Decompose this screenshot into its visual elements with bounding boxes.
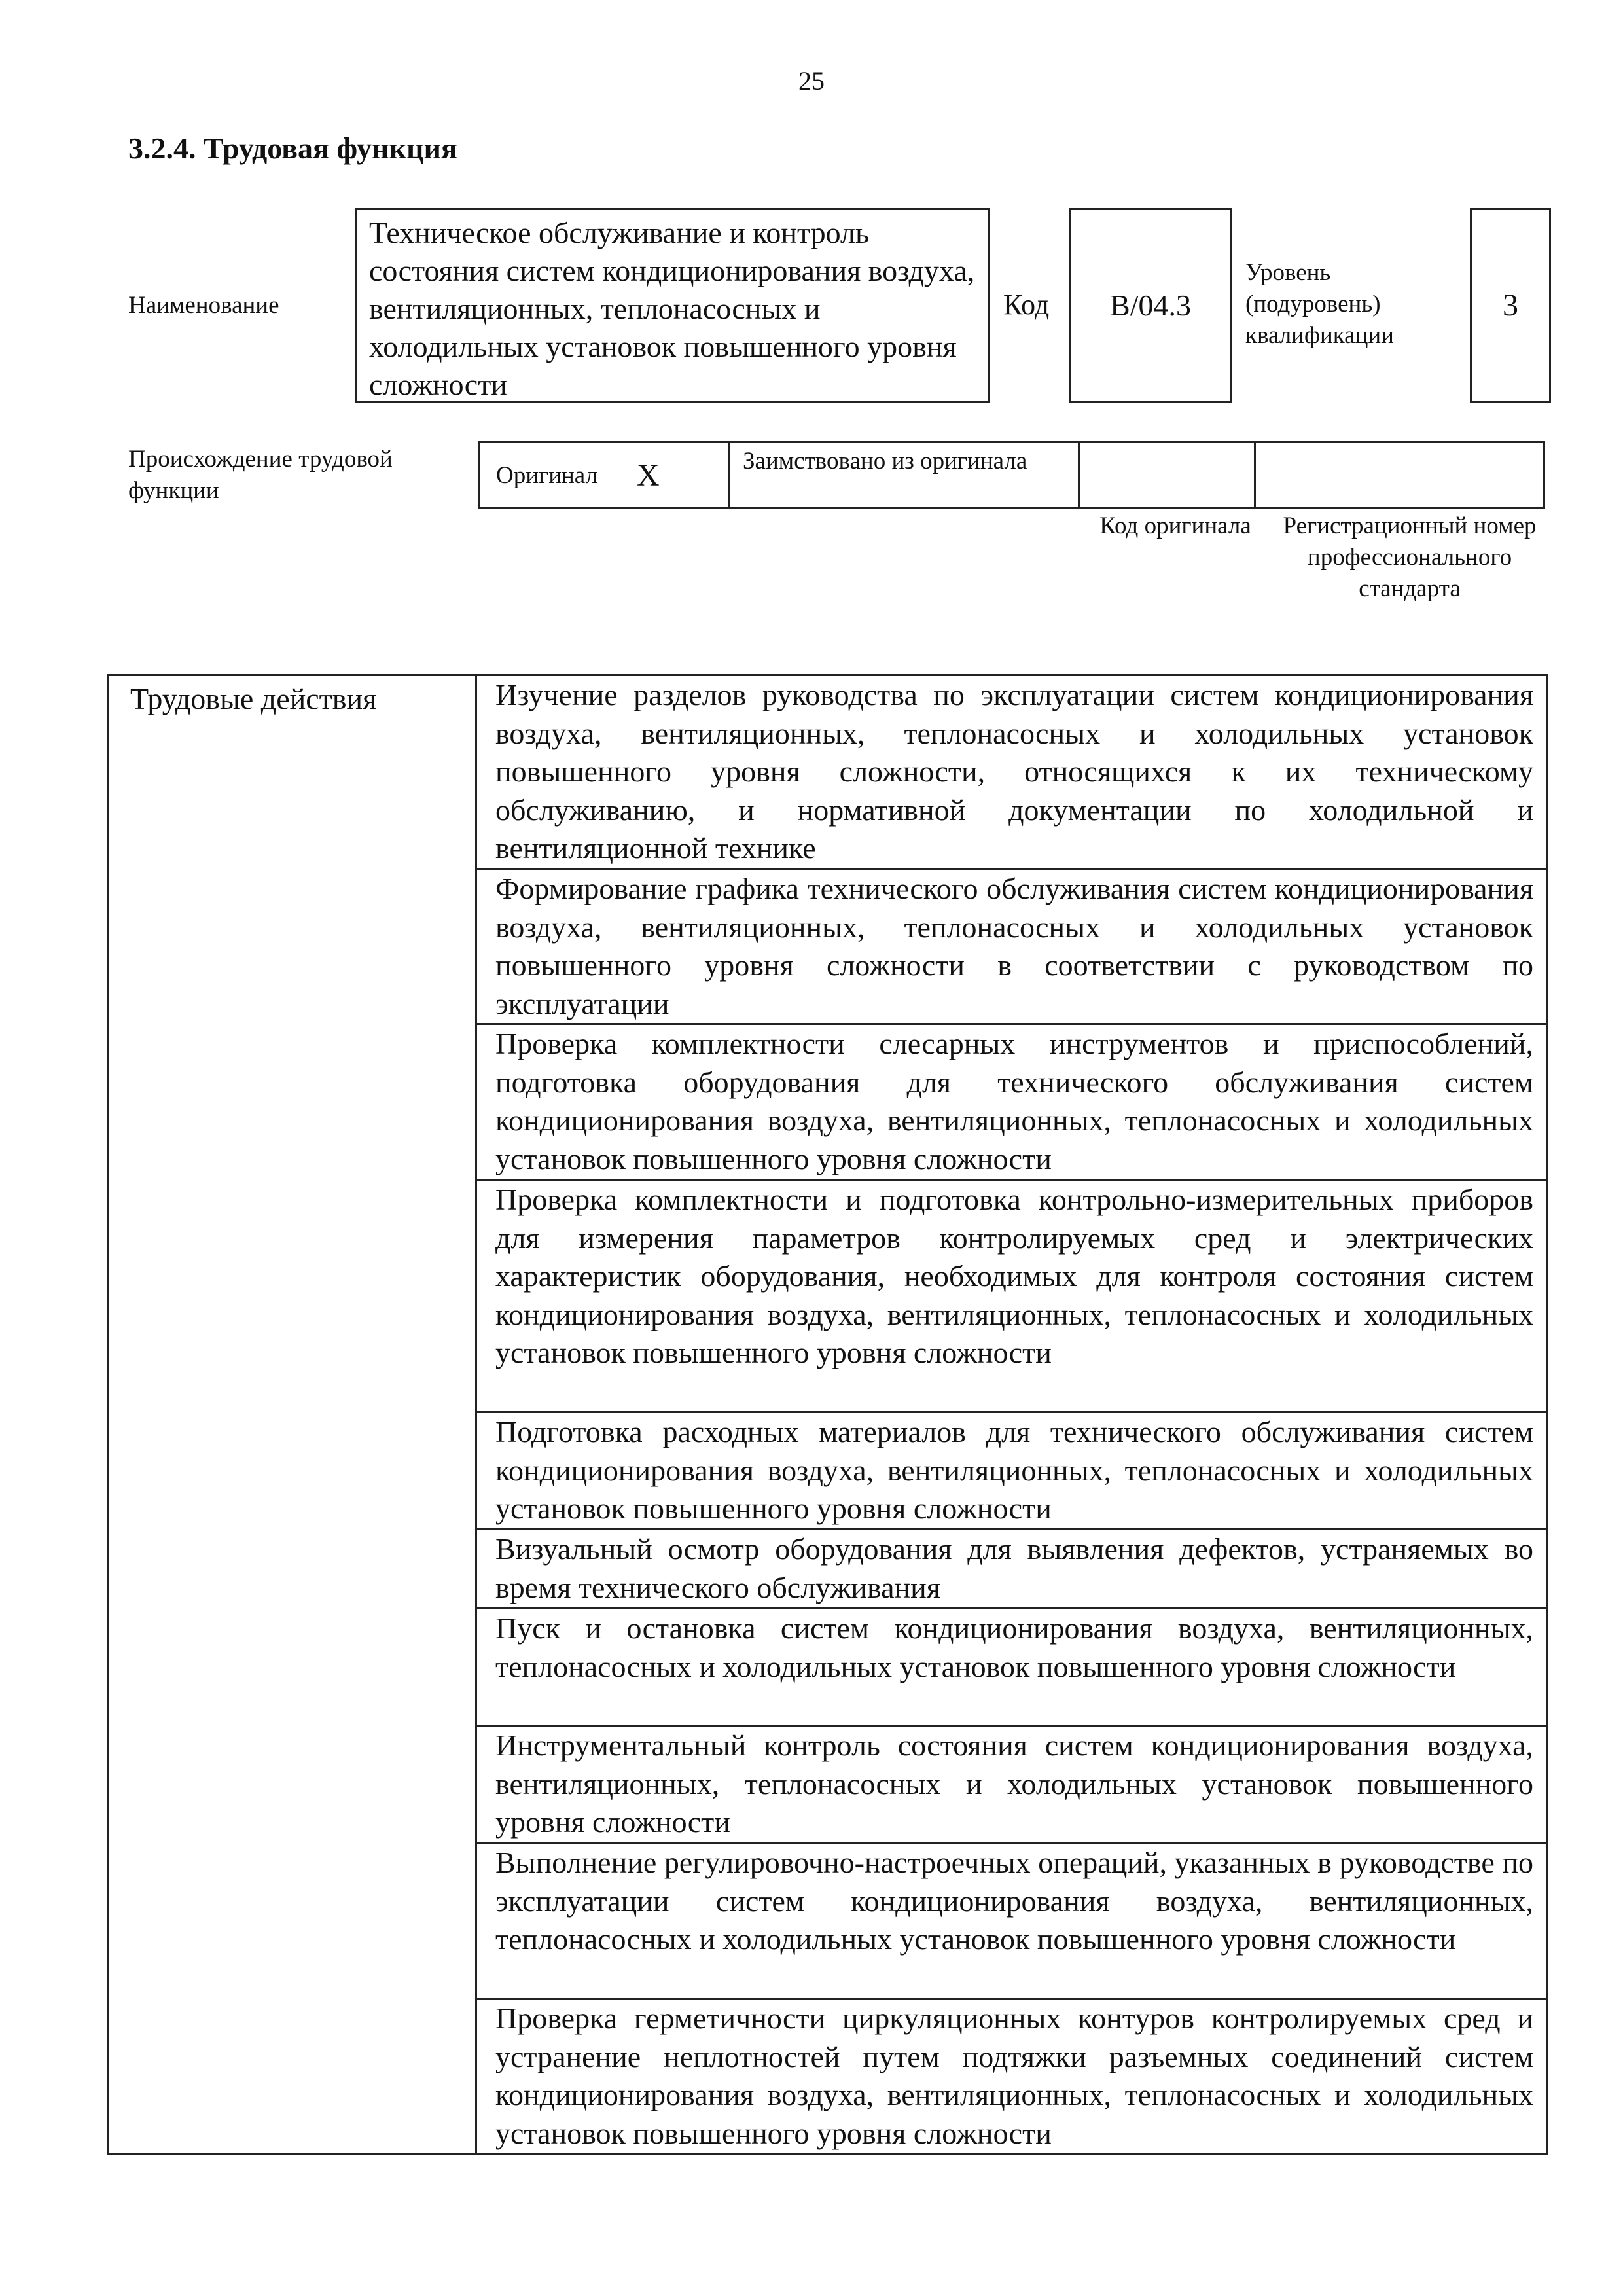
labor-actions-table bbox=[107, 674, 1548, 2155]
origin-code-cell bbox=[1078, 441, 1256, 509]
name-label: Наименование bbox=[128, 292, 279, 319]
origin-borrowed-cell: Заимствовано из оригинала bbox=[728, 441, 1080, 509]
labor-action-item: Выполнение регулировочно-настроечных операций, указанных в руководстве по эксплуатации систем кондиционирования воздуха, вентиляционных, теплонасосных и холодильных установок повышенного уровня сложности bbox=[477, 1844, 1546, 2000]
level-label-text: Уровень (подуровень) квалификации bbox=[1245, 259, 1394, 349]
origin-original-mark: X bbox=[637, 457, 660, 493]
origin-reg-cell bbox=[1254, 441, 1545, 509]
labor-action-item: Проверка герметичности циркуляционных контуров контролируемых сред и устранение неплотностей путем подтяжки разъемных соединений систем кондиционирования воздуха, вентиляционных, теплонасосных и холодильных установок повышенного уровня сложности bbox=[495, 2001, 1533, 2150]
name-value: Техническое обслуживание и контроль состояния систем кондиционирования воздуха, вентиляционных, теплонасосных и холодильных установок повышенного уровня сложности bbox=[355, 208, 990, 403]
labor-actions-list bbox=[477, 676, 1546, 2153]
page-number: 25 bbox=[798, 66, 825, 96]
labor-action-item: Проверка комплектности слесарных инструментов и приспособлений, подготовка оборудования для технического обслуживания систем кондиционирования воздуха, вентиляционных, теплонасосных и холодильных установок повышенного уровня сложности bbox=[477, 1025, 1546, 1181]
labor-action-item: Визуальный осмотр оборудования для выявления дефектов, устраняемых во время технического обслуживания bbox=[477, 1530, 1546, 1609]
labor-action-item: Формирование графика технического обслуживания систем кондиционирования воздуха, вентиляционных, теплонасосных и холодильных установок повышенного уровня сложности в соответствии с руководством по эксплуатации bbox=[477, 870, 1546, 1025]
labor-action-item: Инструментальный контроль состояния систем кондиционирования воздуха, вентиляционных, теплонасосных и холодильных установок повышенного уровня сложности bbox=[477, 1727, 1546, 1844]
origin-original-label: Оригинал bbox=[496, 461, 598, 489]
level-label bbox=[1245, 257, 1442, 351]
level-value: 3 bbox=[1470, 208, 1551, 403]
labor-action-item: Пуск и остановка систем кондиционирования воздуха, вентиляционных, теплонасосных и холодильных установок повышенного уровня сложности bbox=[477, 1609, 1546, 1727]
code-value: B/04.3 bbox=[1069, 208, 1232, 403]
origin-label: Происхождение трудовой функции bbox=[128, 446, 393, 504]
origin-table bbox=[480, 441, 1551, 509]
labor-action-item: Подготовка расходных материалов для технического обслуживания систем кондиционирования воздуха, вентиляционных, теплонасосных и холодильных установок повышенного уровня сложности bbox=[477, 1413, 1546, 1530]
section-title: 3.2.4. Трудовая функция bbox=[128, 132, 457, 165]
origin-original-cell bbox=[478, 441, 730, 509]
origin-code-caption: Код оригинала bbox=[1099, 512, 1251, 539]
origin-reg-caption: Регистрационный номер профессионального стандарта bbox=[1283, 512, 1537, 602]
labor-action-item: Изучение разделов руководства по эксплуатации систем кондиционирования воздуха, вентиляционных, теплонасосных и холодильных установок повышенного уровня сложности, относящихся к их техническому обслуживанию, и нормативной документации по холодильной и вентиляционной технике bbox=[477, 676, 1546, 870]
code-label: Код bbox=[1003, 289, 1050, 321]
labor-actions-label: Трудовые действия bbox=[109, 676, 477, 2153]
labor-action-item: Проверка комплектности и подготовка контрольно-измерительных приборов для измерения параметров контролируемых сред и электрических характеристик оборудования, необходимых для контроля состояния систем кондиционирования воздуха, вентиляционных, теплонасосных и холодильных установок повышенного уровня сложности bbox=[477, 1181, 1546, 1413]
